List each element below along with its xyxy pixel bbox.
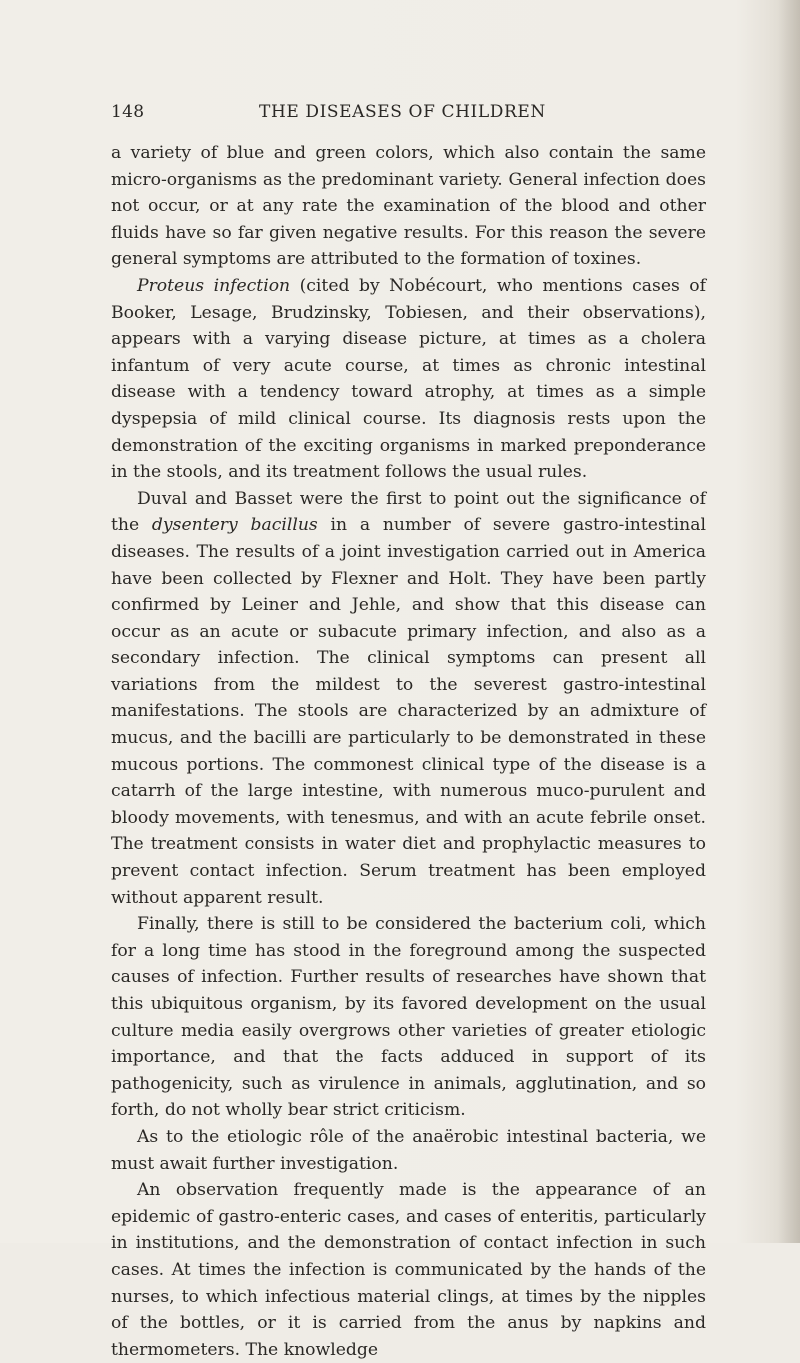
paragraph-anaerobic: [111, 1124, 706, 1177]
paragraph-text: a variety of blue and green colors, which also contain the same micro-organisms as the predominant variety. General infection does not occur, or at any rate the examination of the blood and other fluids have so far given negative results. For this reason the severe general symptoms are attributed to the formation of toxines.: [111, 143, 706, 270]
running-title: THE DISEASES OF CHILDREN: [259, 102, 546, 122]
paragraph-text: Finally, there is still to be considered the bacterium coli, which for a long time has stood in the foreground among the suspected causes of infection. Further results of researches have shown that this ubiquitous organism, by its favored development on the usual culture media easily overgrows other varieties of greater etiologic importance, and that the facts adduced in support of its pathogenicity, such as virulence in animals, agglutination, and so forth, do not wholly bear strict criticism.: [111, 914, 706, 1121]
italic-term-proteus: Proteus infection: [137, 275, 291, 296]
paragraph-text: Duval and Basset were the first to point out the significance of the: [111, 488, 706, 536]
paragraph-bacterium-coli: [111, 911, 706, 1124]
paragraph-epidemic: [111, 1177, 706, 1363]
page-header: [111, 100, 706, 130]
italic-term-dysentery: dysentery bacillus: [151, 515, 318, 536]
page-number: 148: [111, 102, 145, 122]
paragraph-proteus: [111, 273, 706, 486]
body-text: [111, 140, 706, 1363]
paragraph-continuation: [111, 140, 706, 273]
paragraph-text: in a number of severe gastro-intestinal diseases. The results of a joint investigation carried out in America have been collected by Flexner and Holt. They have been partly confirmed by Leiner and Jehle, and show that this disease can occur as an acute or subacute primary infection, and also as a secondary infection. The clinical symptoms can present all variations from the mildest to the severest gastro-intestinal manifestations. The stools are characterized by an admixture of mucus, and the bacilli are particularly to be demonstrated in these mucous portions. The commonest clinical type of the disease is a catarrh of the large intestine, with numerous muco-purulent and bloody movements, with tenesmus, and with an acute febrile onset. The treatment consists in water diet and prophylactic measures to prevent contact infection. Serum treatment has been employed without apparent result.: [111, 515, 706, 908]
paragraph-text: (cited by Nobécourt, who mentions cases of Booker, Lesage, Brudzinsky, Tobiesen, and their observations), appears with a varying disease picture, at times as a cholera infantum of very acute course, at times as chronic intestinal disease with a tendency toward atrophy, at times as a simple dyspepsia of mild clinical course. Its diagnosis rests upon the demonstration of the exciting organisms in marked preponderance in the stools, and its treatment follows the usual rules.: [111, 275, 706, 483]
paragraph-text: An observation frequently made is the appearance of an epidemic of gastro-enteric cases, and cases of enteritis, particularly in institutions, and the demonstration of contact infection in such cases. At times the infection is communicated by the hands of the nurses, to which infectious material clings, at times by the nipples of the bottles, or it is carried from the anus by napkins and thermometers. The knowledge: [111, 1180, 706, 1360]
paragraph-text: As to the etiologic rôle of the anaërobic intestinal bacteria, we must await further investigation.: [111, 1126, 706, 1174]
paragraph-dysentery: [111, 486, 706, 912]
